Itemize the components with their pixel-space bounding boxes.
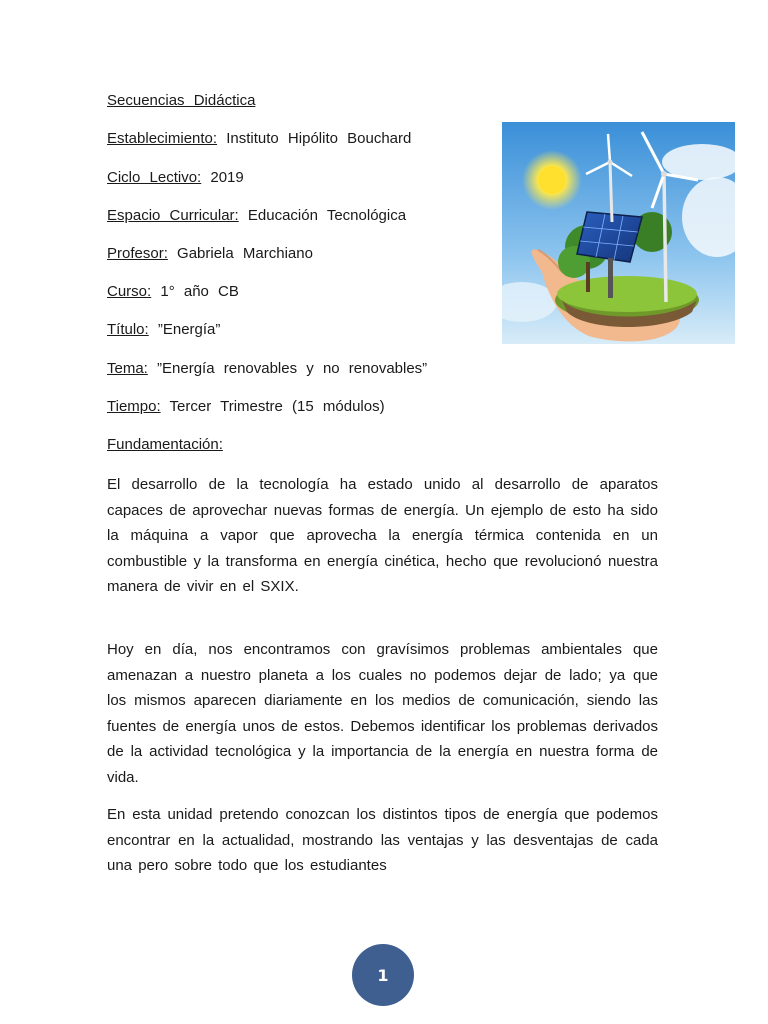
paragraph-3: En esta unidad pretendo conozcan los distintos tipos de energía que podemos encontrar en la actualidad, mostrando las ventajas y las desventajas de cada una pero sobre todo que los estudiantes (107, 806, 658, 874)
paragraph-1: El desarrollo de la tecnología ha estado unido al desarrollo de aparatos capaces de aprovechar nuevas formas de energía. Un ejemplo de esto ha sido la máquina a vapor que aprovecha la energía térmica contenida en un combustible y la transforma en energía cinética, hecho que revolucionó nuestra manera de vivir en el SXIX. (107, 476, 658, 595)
profesor-field (107, 244, 313, 264)
establecimiento-label: Establecimiento: (107, 130, 218, 147)
establecimiento-value: Instituto Hipólito Bouchard (226, 130, 412, 147)
paragraph-2: Hoy en día, nos encontramos con gravísimos problemas ambientales que amenazan a nuestro planeta a los cuales no podemos dejar de lado; ya que los mismos aparecen diariamente en los medios de comunicación, siendo las fuentes de energía unos de estos. Debemos identificar los problemas derivados de la actividad tecnológica y la importancia de la energía en nuestra forma de vida. (107, 641, 658, 786)
tema-field (107, 359, 427, 379)
ciclo-lectivo-label: Ciclo Lectivo: (107, 169, 202, 186)
profesor-label: Profesor: (107, 245, 168, 262)
curso-label: Curso: (107, 283, 152, 300)
curso-value: 1° año CB (160, 283, 239, 300)
curso-field (107, 282, 239, 302)
profesor-value: Gabriela Marchiano (177, 245, 313, 262)
ciclo-lectivo-value: 2019 (210, 169, 244, 186)
titulo-label: Título: (107, 321, 149, 338)
document-title: Secuencias Didáctica (107, 92, 256, 109)
tiempo-field (107, 397, 385, 417)
renewable-energy-illustration (502, 122, 735, 344)
tiempo-label: Tiempo: (107, 398, 161, 415)
tema-label: Tema: (107, 360, 148, 377)
tema-value: ”Energía renovables y no renovables” (157, 360, 428, 377)
espacio-curricular-label: Espacio Curricular: (107, 207, 239, 224)
espacio-curricular-value: Educación Tecnológica (247, 207, 407, 224)
establecimiento-field (107, 129, 411, 149)
fundamentacion-heading: Fundamentación: (107, 436, 223, 453)
espacio-curricular-field (107, 206, 406, 226)
titulo-value: ”Energía” (157, 321, 221, 338)
page-number-badge: 1 (352, 944, 414, 1006)
tiempo-value: Tercer Trimestre (15 módulos) (169, 398, 385, 415)
titulo-field (107, 320, 220, 340)
ciclo-lectivo-field (107, 168, 244, 188)
